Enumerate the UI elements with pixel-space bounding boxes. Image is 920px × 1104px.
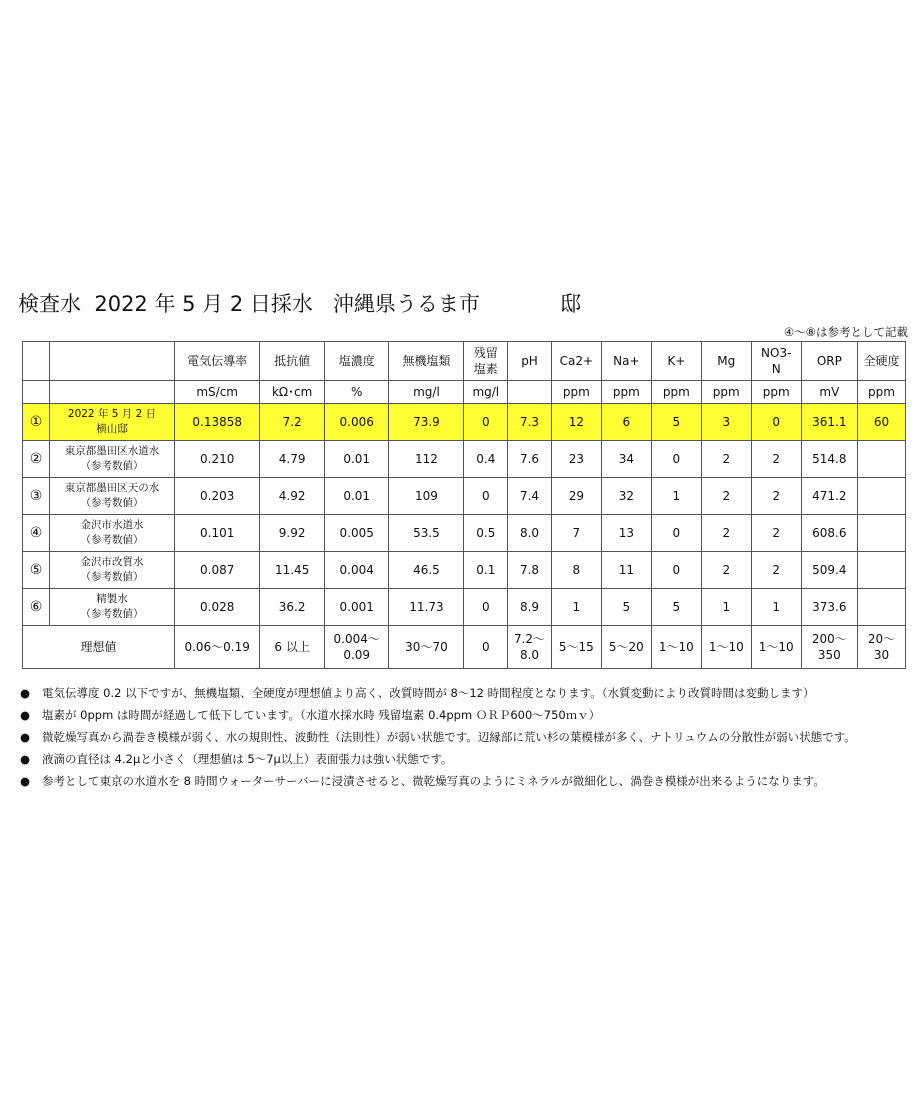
value-cell: 7.2 <box>260 404 325 441</box>
value-cell: 29 <box>551 478 601 515</box>
value-cell: 361.1 <box>801 404 857 441</box>
value-cell: 109 <box>389 478 464 515</box>
value-cell: 36.2 <box>260 589 325 626</box>
value-cell: 608.6 <box>801 515 857 552</box>
unit-row <box>23 381 906 404</box>
unit-cell: mg/l <box>389 381 464 404</box>
value-cell: 0 <box>464 589 508 626</box>
row-number: ③ <box>23 478 50 515</box>
row-number: ② <box>23 441 50 478</box>
unit-cell: ppm <box>857 381 905 404</box>
ideal-label: 理想値 <box>23 626 175 669</box>
column-header: NO3- N <box>751 342 801 381</box>
value-cell: 0 <box>651 552 701 589</box>
value-cell: 514.8 <box>801 441 857 478</box>
column-header <box>23 342 50 381</box>
table-row <box>23 404 906 441</box>
unit-cell: % <box>324 381 389 404</box>
value-cell: 0.4 <box>464 441 508 478</box>
value-cell: 7.8 <box>508 552 552 589</box>
ideal-value: 1～10 <box>651 626 701 669</box>
ideal-value: 200～ 350 <box>801 626 857 669</box>
bullet-icon: ● <box>20 686 31 700</box>
value-cell: 0.006 <box>324 404 389 441</box>
ideal-value: 30～70 <box>389 626 464 669</box>
value-cell: 8.9 <box>508 589 552 626</box>
note-item: ● 微乾燥写真から渦巻き模様が弱く、水の規則性、波動性（法則性）が弱い状態です。辺縁部に荒い杉の葉模様が多く、ナトリュウムの分散性が弱い状態です。 <box>20 726 910 748</box>
column-header: 抵抗値 <box>260 342 325 381</box>
value-cell: 9.92 <box>260 515 325 552</box>
ideal-value: 0 <box>464 626 508 669</box>
value-cell: 11.73 <box>389 589 464 626</box>
value-cell: 4.79 <box>260 441 325 478</box>
value-cell: 0 <box>651 441 701 478</box>
ideal-value: 0.004～ 0.09 <box>324 626 389 669</box>
bullet-icon: ● <box>20 752 31 766</box>
column-header <box>50 342 175 381</box>
value-cell: 373.6 <box>801 589 857 626</box>
table-row <box>23 552 906 589</box>
value-cell: 509.4 <box>801 552 857 589</box>
unit-cell: ppm <box>751 381 801 404</box>
value-cell: 471.2 <box>801 478 857 515</box>
unit-cell: kΩ･cm <box>260 381 325 404</box>
unit-cell <box>23 381 50 404</box>
value-cell: 8 <box>551 552 601 589</box>
value-cell: 2 <box>751 441 801 478</box>
value-cell: 1 <box>651 478 701 515</box>
column-header: 全硬度 <box>857 342 905 381</box>
value-cell: 4.92 <box>260 478 325 515</box>
value-cell: 0.004 <box>324 552 389 589</box>
unit-cell: ppm <box>601 381 651 404</box>
ideal-value: 20～ 30 <box>857 626 905 669</box>
value-cell: 1 <box>751 589 801 626</box>
column-header: Ca2+ <box>551 342 601 381</box>
column-header: 塩濃度 <box>324 342 389 381</box>
value-cell: 53.5 <box>389 515 464 552</box>
ideal-value: 5～20 <box>601 626 651 669</box>
unit-cell: mg/l <box>464 381 508 404</box>
value-cell: 7.3 <box>508 404 552 441</box>
notes-list <box>20 682 910 792</box>
value-cell: 46.5 <box>389 552 464 589</box>
value-cell: 2 <box>701 515 751 552</box>
value-cell: 12 <box>551 404 601 441</box>
value-cell: 5 <box>601 589 651 626</box>
value-cell: 5 <box>651 404 701 441</box>
note-item: ● 塩素が 0ppm は時間が経過して低下しています。（水道水採水時 残留塩素 0.4ppm ＯＲＰ600～750ｍｖ） <box>20 704 910 726</box>
sample-name: 東京都墨田区天の水 （参考数値） <box>50 478 175 515</box>
unit-cell: ppm <box>551 381 601 404</box>
value-cell: 13 <box>601 515 651 552</box>
note-item: ● 液滴の直径は 4.2μと小さく（理想値は 5～7μ以上）表面張力は強い状態です。 <box>20 748 910 770</box>
table-row <box>23 441 906 478</box>
column-header: 無機塩類 <box>389 342 464 381</box>
value-cell: 2 <box>701 478 751 515</box>
column-header: K+ <box>651 342 701 381</box>
unit-cell: ppm <box>651 381 701 404</box>
value-cell <box>857 589 905 626</box>
bullet-icon: ● <box>20 708 31 722</box>
value-cell: 0 <box>464 404 508 441</box>
value-cell: 2 <box>701 441 751 478</box>
value-cell: 23 <box>551 441 601 478</box>
column-header: Na+ <box>601 342 651 381</box>
value-cell: 1 <box>701 589 751 626</box>
value-cell: 7.6 <box>508 441 552 478</box>
value-cell: 0.101 <box>175 515 260 552</box>
value-cell: 0.028 <box>175 589 260 626</box>
bullet-icon: ● <box>20 774 31 788</box>
value-cell: 5 <box>651 589 701 626</box>
ideal-row <box>23 626 906 669</box>
value-cell: 2 <box>751 515 801 552</box>
value-cell: 0.210 <box>175 441 260 478</box>
value-cell: 32 <box>601 478 651 515</box>
value-cell: 112 <box>389 441 464 478</box>
sample-name: 金沢市改質水 （参考数値） <box>50 552 175 589</box>
unit-cell: mV <box>801 381 857 404</box>
table-row <box>23 478 906 515</box>
ideal-value: 7.2～ 8.0 <box>508 626 552 669</box>
value-cell: 0.1 <box>464 552 508 589</box>
column-header: Mg <box>701 342 751 381</box>
column-header: 残留 塩素 <box>464 342 508 381</box>
ideal-value: 0.06～0.19 <box>175 626 260 669</box>
value-cell <box>857 441 905 478</box>
value-cell <box>857 552 905 589</box>
value-cell: 8.0 <box>508 515 552 552</box>
table-row <box>23 589 906 626</box>
sample-name: 東京都墨田区水道水 （参考数値） <box>50 441 175 478</box>
sample-name: 精製水 （参考数値） <box>50 589 175 626</box>
value-cell: 3 <box>701 404 751 441</box>
value-cell: 7.4 <box>508 478 552 515</box>
value-cell: 0 <box>651 515 701 552</box>
sample-name: 2022 年 5 月 2 日 横山邸 <box>50 404 175 441</box>
row-number: ④ <box>23 515 50 552</box>
value-cell: 2 <box>751 478 801 515</box>
row-number: ⑤ <box>23 552 50 589</box>
unit-cell: ppm <box>701 381 751 404</box>
value-cell: 11.45 <box>260 552 325 589</box>
page-title: 検査水 2022 年 5 月 2 日採水 沖縄県うるま市 邸 <box>18 292 582 316</box>
bullet-icon: ● <box>20 730 31 744</box>
sample-name: 金沢市水道水 （参考数値） <box>50 515 175 552</box>
table-row <box>23 515 906 552</box>
reference-note: ④～⑧は参考として記載 <box>783 325 908 339</box>
value-cell: 0.087 <box>175 552 260 589</box>
row-number: ⑥ <box>23 589 50 626</box>
column-header: ORP <box>801 342 857 381</box>
ideal-value: 6 以上 <box>260 626 325 669</box>
value-cell: 0.01 <box>324 441 389 478</box>
value-cell: 0.5 <box>464 515 508 552</box>
unit-cell <box>50 381 175 404</box>
value-cell: 0 <box>464 478 508 515</box>
ideal-value: 1～10 <box>701 626 751 669</box>
unit-cell: mS/cm <box>175 381 260 404</box>
note-item: ● 参考として東京の水道水を 8 時間ウォーターサーバーに浸漬させると、微乾燥写真のようにミネラルが微細化し、渦巻き模様が出来るようになります。 <box>20 770 910 792</box>
value-cell: 0.005 <box>324 515 389 552</box>
value-cell: 1 <box>551 589 601 626</box>
value-cell: 2 <box>701 552 751 589</box>
value-cell: 73.9 <box>389 404 464 441</box>
value-cell: 0 <box>751 404 801 441</box>
column-header: pH <box>508 342 552 381</box>
note-item: ● 電気伝導度 0.2 以下ですが、無機塩類、全硬度が理想値より高く、改質時間が 8～12 時間程度となります。（水質変動により改質時間は変動します） <box>20 682 910 704</box>
value-cell: 0.13858 <box>175 404 260 441</box>
column-header: 電気伝導率 <box>175 342 260 381</box>
value-cell: 60 <box>857 404 905 441</box>
value-cell: 11 <box>601 552 651 589</box>
row-number: ① <box>23 404 50 441</box>
ideal-value: 1～10 <box>751 626 801 669</box>
header-row <box>23 342 906 381</box>
value-cell: 6 <box>601 404 651 441</box>
unit-cell <box>508 381 552 404</box>
water-test-table <box>22 341 906 669</box>
value-cell: 34 <box>601 441 651 478</box>
value-cell <box>857 515 905 552</box>
value-cell: 2 <box>751 552 801 589</box>
value-cell <box>857 478 905 515</box>
value-cell: 0.01 <box>324 478 389 515</box>
value-cell: 0.203 <box>175 478 260 515</box>
ideal-value: 5～15 <box>551 626 601 669</box>
value-cell: 0.001 <box>324 589 389 626</box>
value-cell: 7 <box>551 515 601 552</box>
